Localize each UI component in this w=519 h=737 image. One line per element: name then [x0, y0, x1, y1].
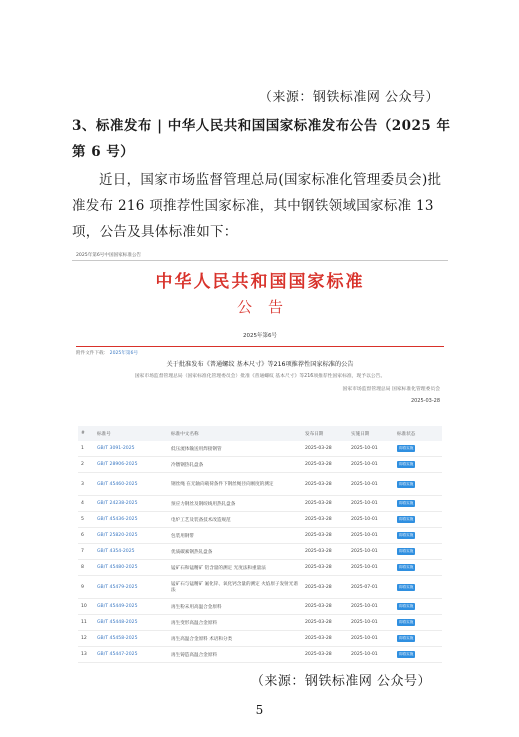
row-index: 11 [78, 615, 94, 631]
row-index: 9 [78, 576, 94, 599]
status-badge: 即将实施 [399, 501, 414, 505]
table-row [78, 560, 442, 576]
implement-date: 2025-10-01 [348, 631, 394, 647]
table-row [78, 631, 442, 647]
standard-code-link[interactable]: GB/T 45480-2025 [94, 560, 168, 576]
attachment-label: 附件文件下载： [76, 351, 109, 356]
standard-code-link[interactable]: GB/T 4354-2025 [94, 544, 168, 560]
status-cell [394, 647, 442, 663]
intro-paragraph: 近日，国家市场监督管理总局(国家标准化管理委员会)批准发布 216 项推荐性国家标准，其中钢铁领域国家标准 13 项，公告及具体标准如下： [72, 172, 442, 240]
announcement-subtitle: 公告 [236, 298, 299, 316]
implement-date: 2025-07-01 [348, 576, 394, 599]
table-row [78, 528, 442, 544]
table-row [78, 441, 442, 457]
table-row [78, 457, 442, 473]
implement-date: 2025-10-01 [348, 512, 394, 528]
standard-name: 再生粉末用高温合金原料 [168, 599, 302, 615]
row-index: 4 [78, 496, 94, 512]
publish-date: 2025-03-28 [302, 647, 348, 663]
row-index: 1 [78, 441, 94, 457]
status-badge: 即将实施 [399, 652, 414, 656]
standard-code-link[interactable]: GB/T 28906-2025 [94, 457, 168, 473]
table-row [78, 615, 442, 631]
standard-name: 预应力钢丝及钢绞线用热轧盘条 [168, 496, 302, 512]
row-index: 6 [78, 528, 94, 544]
table-row [78, 496, 442, 512]
status-cell [394, 473, 442, 496]
issue-date: 2025-03-28 [410, 398, 440, 404]
table-header-row [78, 426, 442, 441]
implement-date: 2025-10-01 [348, 647, 394, 663]
table-row [78, 599, 442, 615]
red-divider [76, 346, 444, 347]
standard-name: 再生高温合金原料 术语和分类 [168, 631, 302, 647]
standard-name: 电炉工艺及装备技术改造规范 [168, 512, 302, 528]
standard-code-link[interactable]: GB/T 45460-2025 [94, 473, 168, 496]
source-note-top: （来源：钢铁标准网 公众号） [258, 90, 439, 105]
implement-date: 2025-10-01 [348, 599, 394, 615]
table-row [78, 544, 442, 560]
issuer: 国家市场监督管理总局 国家标准化管理委员会 [342, 387, 440, 392]
attachment-link[interactable]: 2025年第6号 [109, 351, 139, 356]
implement-date: 2025-10-01 [348, 528, 394, 544]
implement-date: 2025-10-01 [348, 544, 394, 560]
implement-date: 2025-10-01 [348, 473, 394, 496]
table-row [78, 512, 442, 528]
row-index: 13 [78, 647, 94, 663]
notice-title: 关于批准发布《普通螺纹 基本尺寸》等216项推荐性国家标准的公告 [166, 361, 354, 368]
standard-code-link[interactable]: GB/T 45449-2025 [94, 599, 168, 615]
standard-name: 钢丝绳 在无轴向载荷条件下钢丝绳径向刚度的测定 [168, 473, 302, 496]
header-publish-date: 发布日期 [302, 426, 348, 441]
status-badge: 即将实施 [399, 517, 414, 521]
status-cell [394, 512, 442, 528]
standard-code-link[interactable]: GB/T 45448-2025 [94, 615, 168, 631]
publish-date: 2025-03-28 [302, 496, 348, 512]
header-index: # [78, 426, 94, 441]
implement-date: 2025-10-01 [348, 496, 394, 512]
standard-code-link[interactable]: GB/T 24238-2025 [94, 496, 168, 512]
header-status: 标准状态 [394, 426, 442, 441]
publish-date: 2025-03-28 [302, 528, 348, 544]
status-badge: 即将实施 [399, 533, 414, 537]
publish-date: 2025-03-28 [302, 576, 348, 599]
standard-code-link[interactable]: GB/T 45479-2025 [94, 576, 168, 599]
status-badge: 即将实施 [399, 446, 414, 450]
publish-date: 2025-03-28 [302, 544, 348, 560]
standard-name: 冷镦钢热轧盘条 [168, 457, 302, 473]
header-code: 标准号 [94, 426, 168, 441]
row-index: 7 [78, 544, 94, 560]
standards-table [78, 426, 442, 663]
breadcrumb[interactable]: 2025年第6号中国国家标准公告 [76, 253, 142, 258]
publish-date: 2025-03-28 [302, 441, 348, 457]
announcement-screenshot [72, 250, 448, 660]
header-implement-date: 实施日期 [348, 426, 394, 441]
section-heading: 3、标准发布 | 中华人民共和国国家标准发布公告（2025 年第 6 号） [72, 118, 451, 160]
status-cell [394, 560, 442, 576]
attachment-download [76, 350, 138, 356]
status-badge: 即将实施 [399, 584, 414, 589]
implement-date: 2025-10-01 [348, 457, 394, 473]
status-badge: 即将实施 [399, 549, 414, 553]
standard-name: 再生铸造高温合金原料 [168, 647, 302, 663]
table-row [78, 647, 442, 663]
notice-body: 国家市场监督管理总局（国家标准化管理委员会）批准《普通螺纹 基本尺寸》等216项推荐性国家标准，现予以公告。 [134, 374, 386, 379]
divider [72, 260, 448, 261]
status-badge: 即将实施 [399, 604, 414, 608]
standard-name: 再生变形高温合金原料 [168, 615, 302, 631]
status-cell [394, 576, 442, 599]
publish-date: 2025-03-28 [302, 631, 348, 647]
row-index: 8 [78, 560, 94, 576]
status-badge: 即将实施 [399, 481, 414, 486]
header-name: 标准中文名称 [168, 426, 302, 441]
status-badge: 即将实施 [399, 565, 414, 569]
status-cell [394, 441, 442, 457]
row-index: 10 [78, 599, 94, 615]
implement-date: 2025-10-01 [348, 560, 394, 576]
status-cell [394, 544, 442, 560]
publish-date: 2025-03-28 [302, 599, 348, 615]
status-cell [394, 457, 442, 473]
standard-name: 低压流体输送用焊接钢管 [168, 441, 302, 457]
publish-date: 2025-03-28 [302, 560, 348, 576]
publish-date: 2025-03-28 [302, 615, 348, 631]
publish-date: 2025-03-28 [302, 512, 348, 528]
standard-name: 包装用钢带 [168, 528, 302, 544]
announcement-title: 中华人民共和国国家标准 [155, 272, 365, 292]
table-row [78, 576, 442, 599]
row-index: 5 [78, 512, 94, 528]
status-cell [394, 496, 442, 512]
publish-date: 2025-03-28 [302, 473, 348, 496]
status-cell [394, 528, 442, 544]
standard-name: 锰矿石与锰精矿 氟化锌、氧化钙含量的测定 火焰原子发射光谱法 [168, 576, 302, 599]
row-index: 2 [78, 457, 94, 473]
standard-code-link[interactable]: GB/T 45436-2025 [94, 512, 168, 528]
implement-date: 2025-10-01 [348, 615, 394, 631]
status-cell [394, 631, 442, 647]
standard-code-link[interactable]: GB/T 45447-2025 [94, 647, 168, 663]
source-note-bottom: （来源：钢铁标准网 公众号） [250, 674, 431, 689]
table-row [78, 473, 442, 496]
standard-code-link[interactable]: GB/T 45458-2025 [94, 631, 168, 647]
status-badge: 即将实施 [399, 620, 414, 624]
status-badge: 即将实施 [399, 636, 414, 640]
page-number: 5 [255, 703, 264, 717]
status-cell [394, 615, 442, 631]
implement-date: 2025-10-01 [348, 441, 394, 457]
standard-name: 优质碳素钢热轧盘条 [168, 544, 302, 560]
row-index: 12 [78, 631, 94, 647]
standard-code-link[interactable]: GB/T 25820-2025 [94, 528, 168, 544]
standard-name: 锰矿石和锰精矿 铝含量的测定 光度法和重量法 [168, 560, 302, 576]
status-badge: 即将实施 [399, 462, 414, 466]
standard-code-link[interactable]: GB/T 3091-2025 [94, 441, 168, 457]
document-number: 2025年第6号 [243, 333, 277, 339]
status-cell [394, 599, 442, 615]
publish-date: 2025-03-28 [302, 457, 348, 473]
row-index: 3 [78, 473, 94, 496]
